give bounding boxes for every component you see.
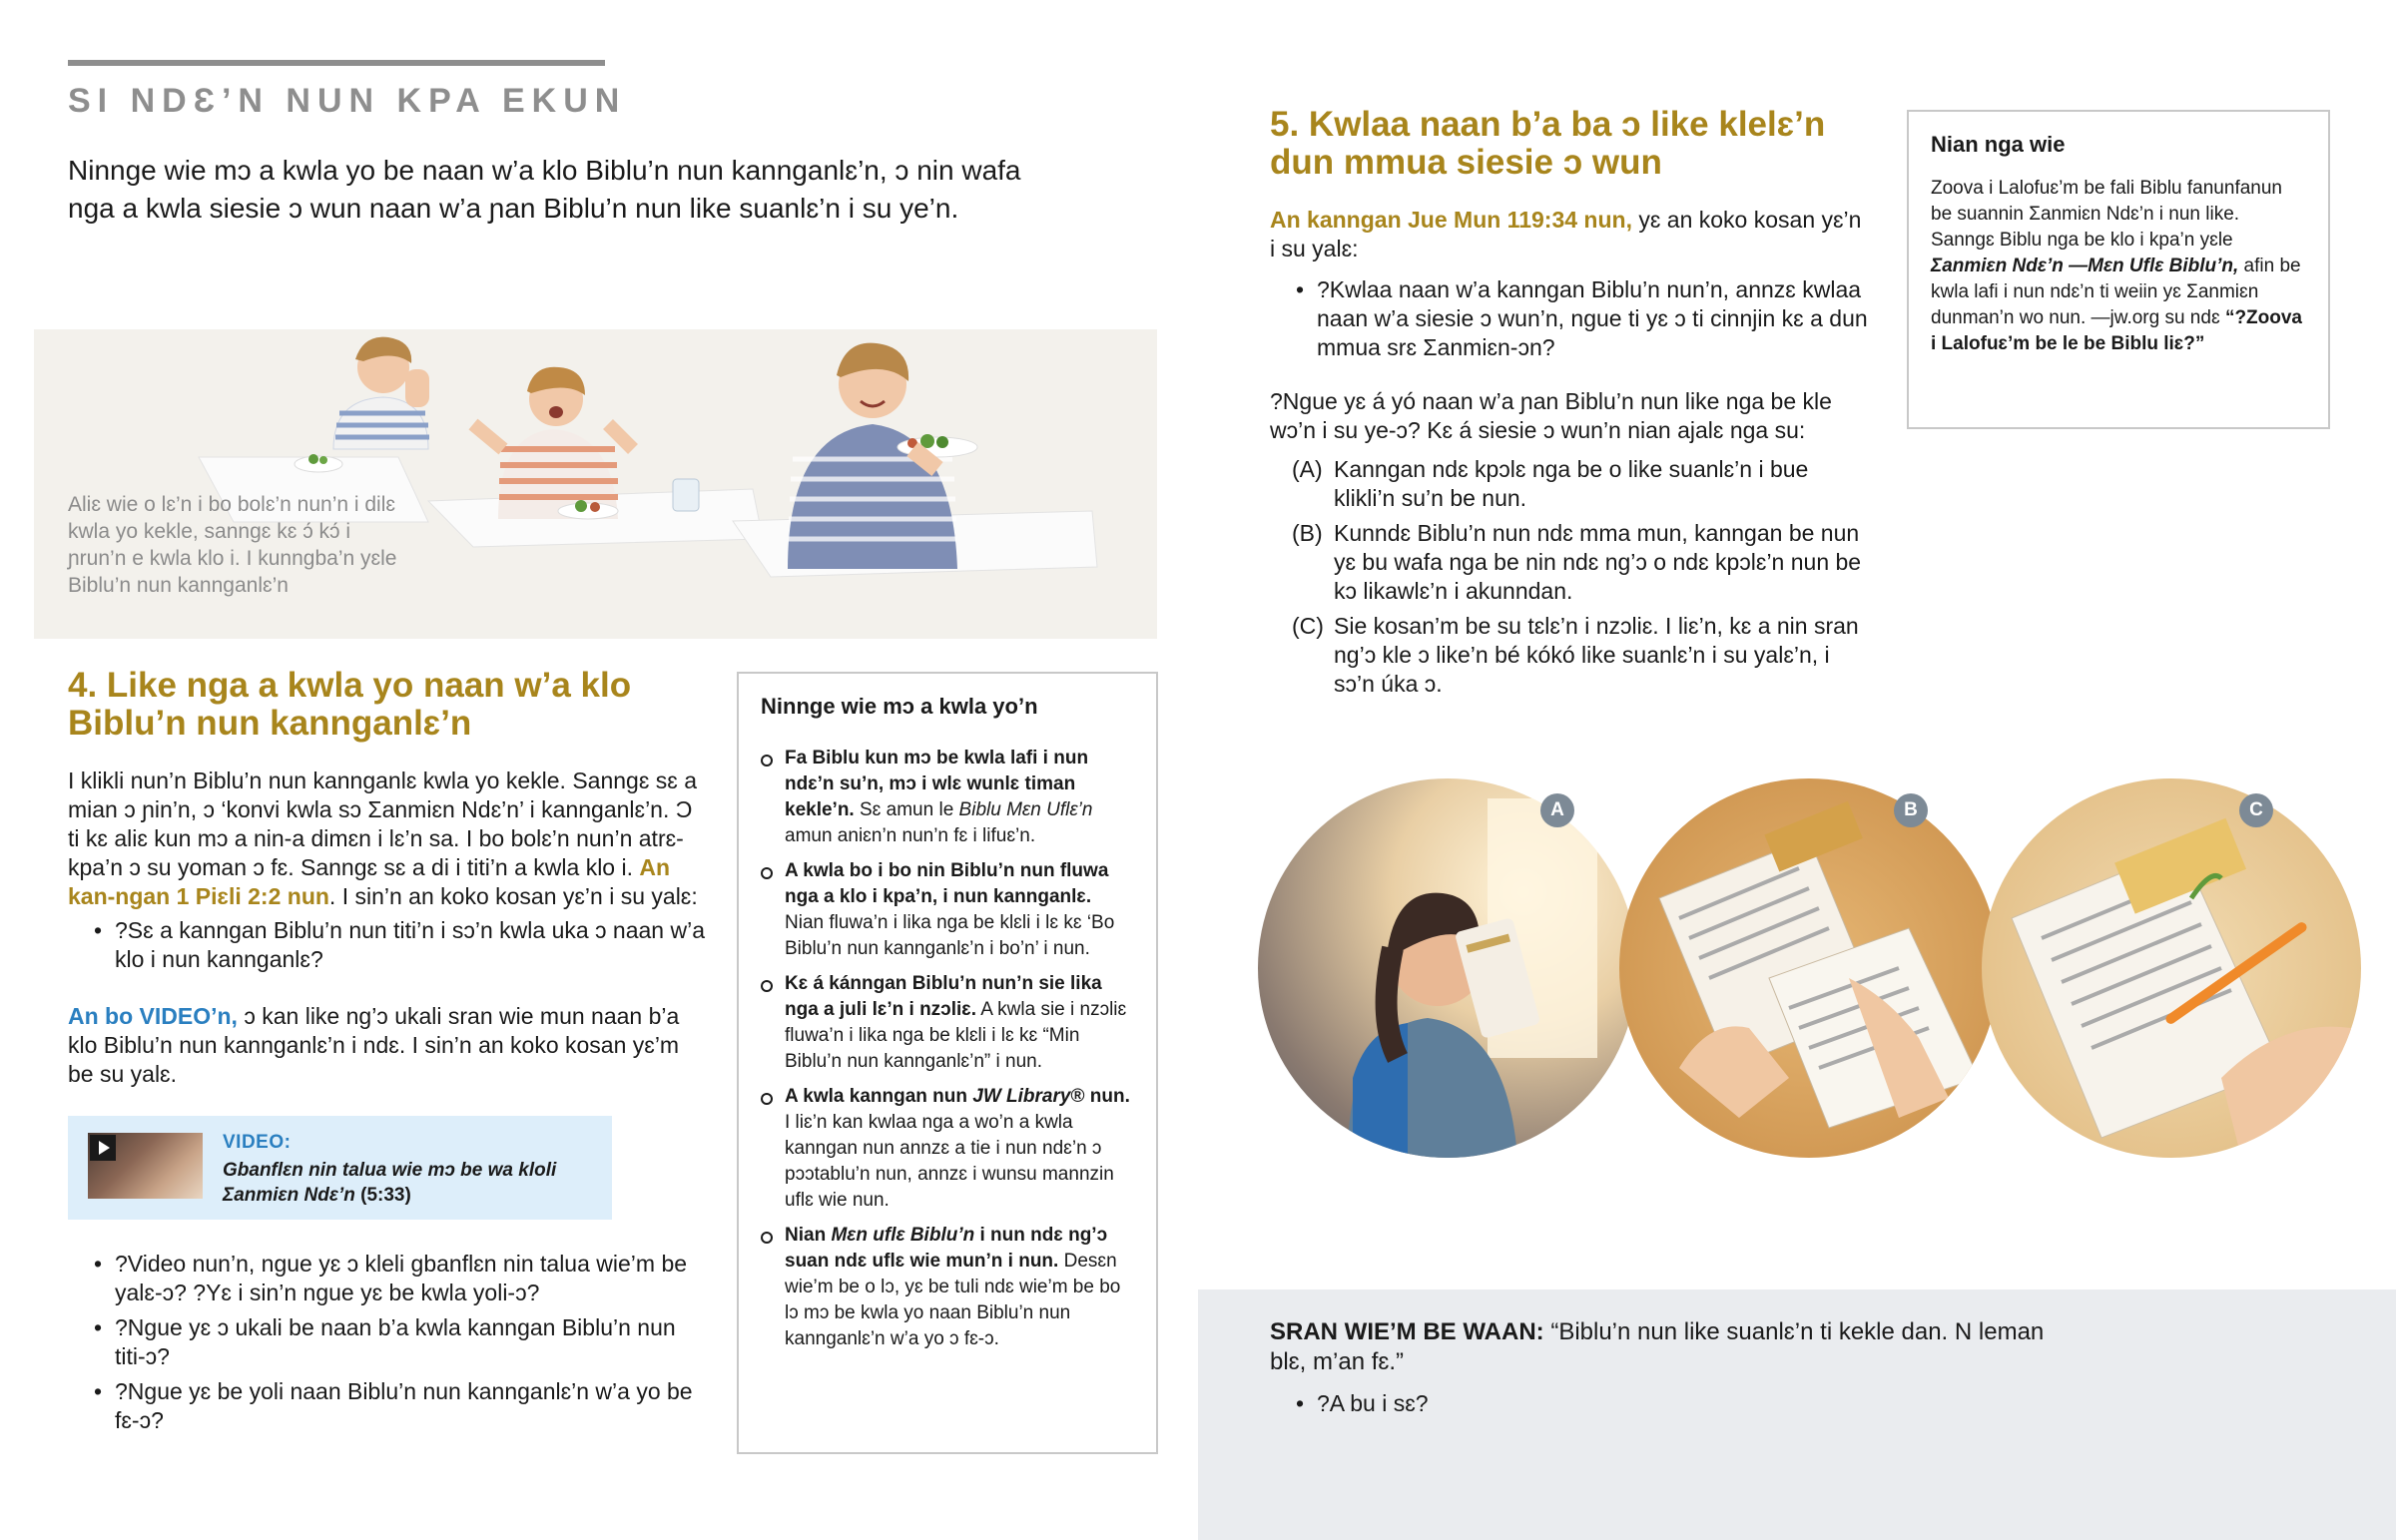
question-item: • ?Ngue yɛ be yoli naan Biblu’n nun kannganlɛ’n w’a yo be fɛ-ɔ?: [68, 1377, 707, 1435]
jw-org-article-link[interactable]: “?Zoova i Lalofuɛ’m be le be Biblu liɛ?”: [1931, 307, 2302, 354]
question-item: • ?Kwlaa naan w’a kanngan Biblu’n nun’n, annzɛ kwlaa naan w’a siesie ɔ wun’n, ngue ti yɛ ɔ ti cinnjin kɛ a dun mmua srɛ Ʃanmiɛn-ɔn?: [1270, 275, 1869, 362]
video-link[interactable]: An bo VIDEO’n,: [68, 1003, 238, 1029]
intro-paragraph: Ninnge wie mɔ a kwla yo be naan w’a klo Biblu’n nun kannganlɛ’n, ɔ nin wafa nga a kwla siesie ɔ wun naan w’a ɲan Biblu’n nun like suanlɛ’n i su ye’n.: [68, 155, 1021, 224]
note-sidebar-body: Zoova i Lalofuɛ’m be fali Biblu fanunfanun be suannin Ʃanmiɛn Ndɛ’n i nun like. Sanngɛ Biblu nga be klo i kpa’n yɛle Ʃanmiɛn Ndɛ’n —Mɛn Uflɛ Biblu’n, afin be kwla lafi i nun ndɛ’n ti weiin yɛ Ʃanmiɛn dunman’n wo nun. —jw.org su ndɛ “?Zoova i Lalofuɛ’m be le be Biblu liɛ?”: [1931, 178, 2302, 354]
note-sidebar: [1907, 110, 2330, 429]
badge-a: A: [1540, 793, 1574, 827]
question-item: • ?Ngue yɛ ɔ ukali be naan b’a kwla kanngan Biblu’n nun titi-ɔ?: [68, 1313, 707, 1371]
top-rule: [68, 60, 605, 66]
badge-c: C: [2239, 793, 2273, 827]
video-question-list: [68, 1250, 707, 1441]
video-card[interactable]: [68, 1116, 612, 1220]
question-item: • ?A bu i sɛ?: [1270, 1389, 1869, 1418]
section-5-body: An kanngan Jue Mun 119:34 nun, yɛ an koko kosan yɛ’n i su yalɛ:: [1270, 207, 1862, 261]
video-thumbnail[interactable]: [88, 1133, 203, 1199]
tips-list: [761, 746, 1134, 1352]
video-title[interactable]: Gbanflɛn nin talua wie mɔ be wa kloli Ʃanmiɛn Ndɛ’n (5:33): [223, 1160, 557, 1206]
some-people-say-label: SRAN WIE’M BE WAAN:: [1270, 1318, 1544, 1345]
tips-sidebar: [737, 672, 1158, 1454]
play-icon[interactable]: [90, 1135, 116, 1161]
question-item: • ?Sɛ a kanngan Biblu’n nun titi’n i sɔ’n kwla uka ɔ naan w’a klo i nun kannganlɛ?: [68, 916, 707, 974]
some-people-say: SRAN WIE’M BE WAAN: “Biblu’n nun like suanlɛ’n ti kekle dan. N leman blɛ, m’an fɛ.”: [1270, 1318, 2045, 1375]
option-b: (B) Kunndɛ Biblu’n nun ndɛ mma mun, kanngan be nun yɛ bu wafa nga be nin ndɛ ng’ɔ o ndɛ kpɔlɛ’n nun be kɔ likawlɛ’n i akunndan.: [1292, 520, 1862, 604]
video-label: VIDEO:: [223, 1132, 292, 1153]
scripture-ref-psalm[interactable]: An kanngan Jue Mun 119:34 nun,: [1270, 207, 1632, 233]
note-sidebar-title: Nian nga wie: [1931, 132, 2066, 157]
option-c: (C) Sie kosan’m be su tɛlɛ’n i nzɔliɛ. I liɛ’n, kɛ a nin sran ng’ɔ kle ɔ like’n bé kókó like suanlɛ’n i su yalɛ’n, i sɔ’n úka ɔ.: [1292, 613, 1859, 697]
section-kicker: SI NDƐ’N NUN KPA EKUN: [68, 82, 627, 120]
badge-b: B: [1894, 793, 1928, 827]
section-4-question-list: [68, 916, 707, 980]
section-5-title: 5. Kwlaa naan b’a ba ɔ like klelɛ’n dun mmua siesie ɔ wun: [1270, 105, 1826, 182]
tip-item: Fa Biblu kun mɔ be kwla lafi i nun ndɛ’n su’n, mɔ i wlɛ wunlɛ timan kekle’n. Sɛ amun le Biblu Mɛn Uflɛ’n amun aniɛn’n nun’n fɛ i lifuɛ’n.: [761, 746, 1134, 849]
study-options: [1292, 455, 1871, 705]
tip-item: A kwla kanngan nun JW Library® nun. I liɛ’n kan kwlaa nga a wo’n a kwla kanngan nun annzɛ a tie i nun ndɛ’n ɔ pɔɔtablu’n nun, annzɛ i wunsu mannzin uflɛ wie nun.: [761, 1084, 1134, 1214]
illustration-caption: Aliɛ wie o lɛ’n i bo bolɛ’n nun’n i dilɛ kwla yo kekle, sanngɛ kɛ ɔ́ kɔ́ i ɲrun’n e kwla klo i. I kunngba’n yɛle Biblu’n nun kannganlɛ’n: [68, 493, 397, 597]
tip-item: Nian Mɛn uflɛ Biblu’n i nun ndɛ ng’ɔ suan ndɛ uflɛ wie mun’n i nun. Desɛn wie’m be o lɔ, yɛ be tuli ndɛ wie’m be bo lɔ mɔ be kwla yo naan Biblu’n nun kannganlɛ’n w’a yo ɔ fɛ-ɔ.: [761, 1223, 1134, 1352]
photo-a-girl-reading: [1258, 778, 1637, 1158]
section-5-question-2: ?Ngue yɛ á yó naan w’a ɲan Biblu’n nun like nga be kle wɔ’n i su ye-ɔ? Kɛ á siesie ɔ wun’n nian ajalɛ nga su:: [1270, 388, 1832, 443]
video-intro: An bo VIDEO’n, ɔ kan like ng’ɔ ukali sran wie mun naan b’a klo Biblu’n nun kannganlɛ’n i ndɛ. I sin’n an koko kosan yɛ’m be su yalɛ.: [68, 1003, 680, 1087]
tip-item: A kwla bo i bo nin Biblu’n nun fluwa nga a klo i kpa’n, i nun kannganlɛ. Nian fluwa’n i lika nga be klɛli i lɛ kɛ ‘Bo Biblu’n nun kannganlɛ’n i bo’n’ i nun.: [761, 858, 1134, 962]
photo-c-study-notes: [1982, 778, 2361, 1158]
question-item: • ?Video nun’n, ngue yɛ ɔ kleli gbanflɛn nin talua wie’m be yalɛ-ɔ? ?Yɛ i sin’n ngue yɛ be kwla yoli-ɔ?: [68, 1250, 707, 1307]
section-5-question-list: [1270, 275, 1869, 368]
tips-sidebar-title: Ninnge wie mɔ a kwla yo’n: [761, 694, 1038, 719]
option-a: (A) Kanngan ndɛ kpɔlɛ nga be o like suanlɛ’n i bue klikli’n su’n be nun.: [1292, 456, 1809, 511]
tip-item: Kɛ á kánngan Biblu’n nun’n sie lika nga a juli lɛ’n i nzɔliɛ. A kwla sie i nzɔliɛ fluwa’n i lika nga be klɛli i lɛ kɛ “Min Biblu’n nun kannganlɛ’n” i nun.: [761, 971, 1134, 1075]
section-4-body: I klikli nun’n Biblu’n nun kannganlɛ kwla yo kekle. Sanngɛ sɛ a mian ɔ ɲin’n, ɔ ‘konvi kwla sɔ Ʃanmiɛn Ndɛ’n’ i kannganlɛ’n. Ɔ ti kɛ aliɛ kun mɔ a nin-a dimɛn i lɛ’n sa. I bo bolɛ’n nun’n atrɛ-kpa’n ɔ su yoman ɔ fɛ. Sanngɛ sɛ a di i titi’n a kwla klo i. An kan-ngan 1 Piɛli 2:2 nun. I sin’n an koko kosan yɛ’n i su yalɛ:: [68, 768, 698, 909]
photo-b-open-bible: [1619, 778, 1999, 1158]
scripture-ref-1-peter[interactable]: An kan-ngan 1 Piɛli 2:2 nun: [68, 854, 671, 909]
bottom-question-list: [1270, 1389, 1869, 1424]
section-4-title: 4. Like nga a kwla yo naan w’a klo Biblu’n nun kannganlɛ’n: [68, 666, 632, 743]
